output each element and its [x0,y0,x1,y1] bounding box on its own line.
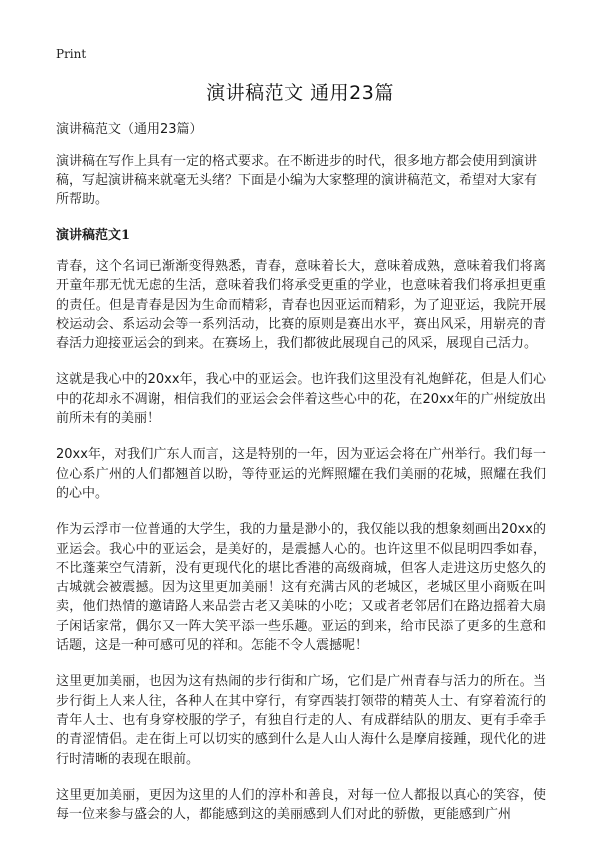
intro-paragraph: 演讲稿在写作上具有一定的格式要求。在不断进步的时代，很多地方都会使用到演讲稿，写起演讲稿来就毫无头绪？下面是小编为大家整理的演讲稿范文，希望对大家有所帮助。 [56,154,538,207]
body-paragraph-6: 这里更加美丽，更因为这里的人们的淳朴和善良，对每一位人都报以真心的笑容，使每一位来参与盛会的人，都能感到这的美丽感到人们对此的骄傲，更能感到广州 [56,787,546,823]
document-body [56,120,546,841]
body-paragraph-2: 这就是我心中的20xx年，我心中的亚运会。也许我们这里没有礼炮鲜花，但是人们心中的花却永不凋谢，相信我们的亚运会会伴着这些心中的花，在20xx年的广州绽放出前所未有的美丽！ [56,372,546,427]
print-link[interactable]: Print [56,47,87,61]
body-paragraph-1: 青春，这个名词已渐渐变得熟悉，青春，意味着长大，意味着成熟，意味着我们将离开童年那无忧无虑的生活，意味着我们将承受更重的学业，也意味着我们将承担更重的责任。但是青春是因为生命而精彩，青春也因亚运而精彩，为了迎亚运，我院开展校运动会、系运动会等一系列活动，比赛的原则是赛出水平，赛出风采，用崭亮的青春活力迎接亚运会的到来。在赛场上，我们都彼此展现自己的风采，展现自己活力。 [56,259,546,352]
section-heading: 演讲稿范文1 [56,228,131,243]
document-subtitle: 演讲稿范文（通用23篇） [56,122,203,137]
body-paragraph-3: 20xx年，对我们广东人而言，这是特别的一年，因为亚运会将在广州举行。我们每一位心系广州的人们都翘首以盼，等待亚运的光辉照耀在我们美丽的花城，照耀在我们的心中。 [56,447,546,501]
body-paragraph-5: 这里更加美丽，也因为这有热闹的步行街和广场，它们是广州青春与活力的所在。当步行街上人来人往，各种人在其中穿行，有穿西装打领带的精英人士、有穿着流行的青年人士、也有身穿校服的学子，有独自行走的人、有成群结队的朋友、更有手牵手的青涩情侣。走在街上可以切实的感到什么是人山人海什么是摩肩接踵，现代化的进行时清晰的表现在眼前。 [56,674,546,767]
page-title: 演讲稿范文 通用23篇 [206,82,394,104]
body-paragraph-4: 作为云浮市一位普通的大学生，我的力量是渺小的，我仅能以我的想象刻画出20xx的亚运会。我心中的亚运会，是美好的，是震撼人心的。也许这里不似昆明四季如春，不比蓬莱空气清新，没有更现代化的堪比香港的高级商城，但客人走进这历史悠久的古城就会被震撼。因为这里更加美丽！这有充满古风的老城区，老城区里小商贩在叫卖，他们热情的邀请路人来品尝古老又美味的小吃；又或者老邻居们在路边摇着大扇子闲话家常，偶尔又一阵大笑平添一些乐趣。亚运的到来，给市民添了更多的生意和话题，这是一种可感可见的祥和。怎能不令人震撼呢！ [56,522,546,654]
